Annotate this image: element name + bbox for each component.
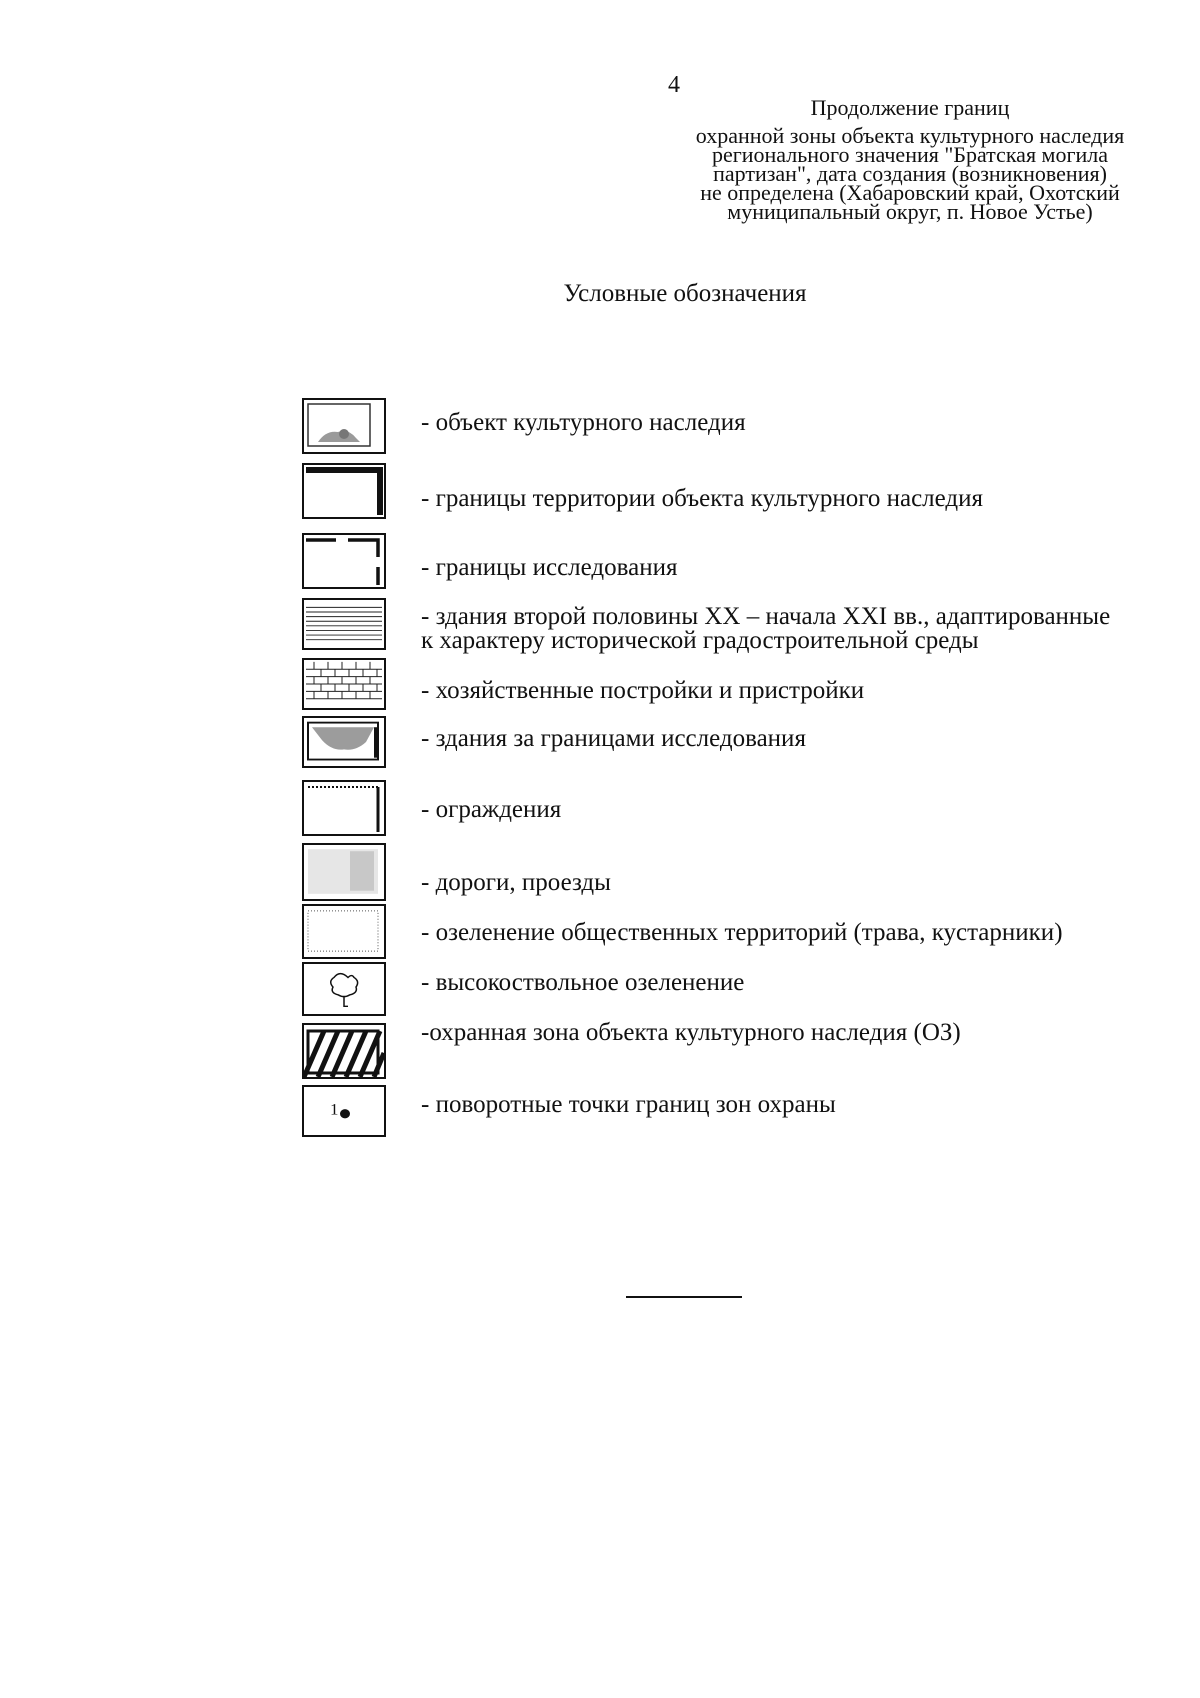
legend-label: - границы исследования <box>421 554 678 581</box>
header-line: охранной зоны объекта культурного наследия <box>695 123 1125 148</box>
buildings-outside-research-icon <box>302 716 386 768</box>
protection-zone-icon <box>302 1023 386 1079</box>
roads-icon <box>302 843 386 901</box>
header-block <box>640 95 1180 224</box>
legend-label: -охранная зона объекта культурного наследия (ОЗ) <box>421 1019 961 1046</box>
header-continuation: Продолжение границ <box>810 95 1010 120</box>
header-line: муниципальный округ, п. Новое Устье) <box>727 199 1093 224</box>
public-greenery-icon <box>302 904 386 959</box>
legend-label: - дороги, проезды <box>421 869 611 896</box>
legend-label: - высокоствольное озеленение <box>421 969 745 996</box>
page-number: 4 <box>668 72 680 98</box>
legend-label: - поворотные точки границ зон охраны <box>421 1091 836 1118</box>
fences-icon <box>302 780 386 836</box>
turning-points-icon <box>302 1085 386 1137</box>
footer-rule <box>626 1296 742 1298</box>
legend-label: - здания за границами исследования <box>421 725 806 752</box>
outbuildings-icon <box>302 658 386 710</box>
tall-trees-icon <box>302 962 386 1016</box>
cultural-heritage-object-icon <box>302 398 386 454</box>
legend-label: к характеру исторической градостроительной среды <box>421 627 979 654</box>
legend-label: - озеленение общественных территорий (трава, кустарники) <box>421 919 1063 946</box>
legend-label: - объект культурного наследия <box>421 409 746 436</box>
legend-label: - ограждения <box>421 796 562 823</box>
legend-label: - хозяйственные постройки и пристройки <box>421 677 865 704</box>
header-line: партизан", дата создания (возникновения) <box>713 161 1107 186</box>
turning-point-number: 1 <box>330 1100 339 1119</box>
research-boundary-icon <box>302 533 386 589</box>
adapted-buildings-icon <box>302 598 386 650</box>
header-line: не определена (Хабаровский край, Охотский <box>700 180 1120 205</box>
legend-title: Условные обозначения <box>563 280 807 307</box>
header-line: регионального значения "Братская могила <box>711 142 1109 167</box>
turning-point-dot <box>340 1109 350 1118</box>
heritage-territory-boundary-icon <box>302 463 386 519</box>
legend-label: - границы территории объекта культурного наследия <box>421 485 984 512</box>
legend-label: - здания второй половины XX – начала XXI вв., адаптированные <box>421 603 1111 630</box>
